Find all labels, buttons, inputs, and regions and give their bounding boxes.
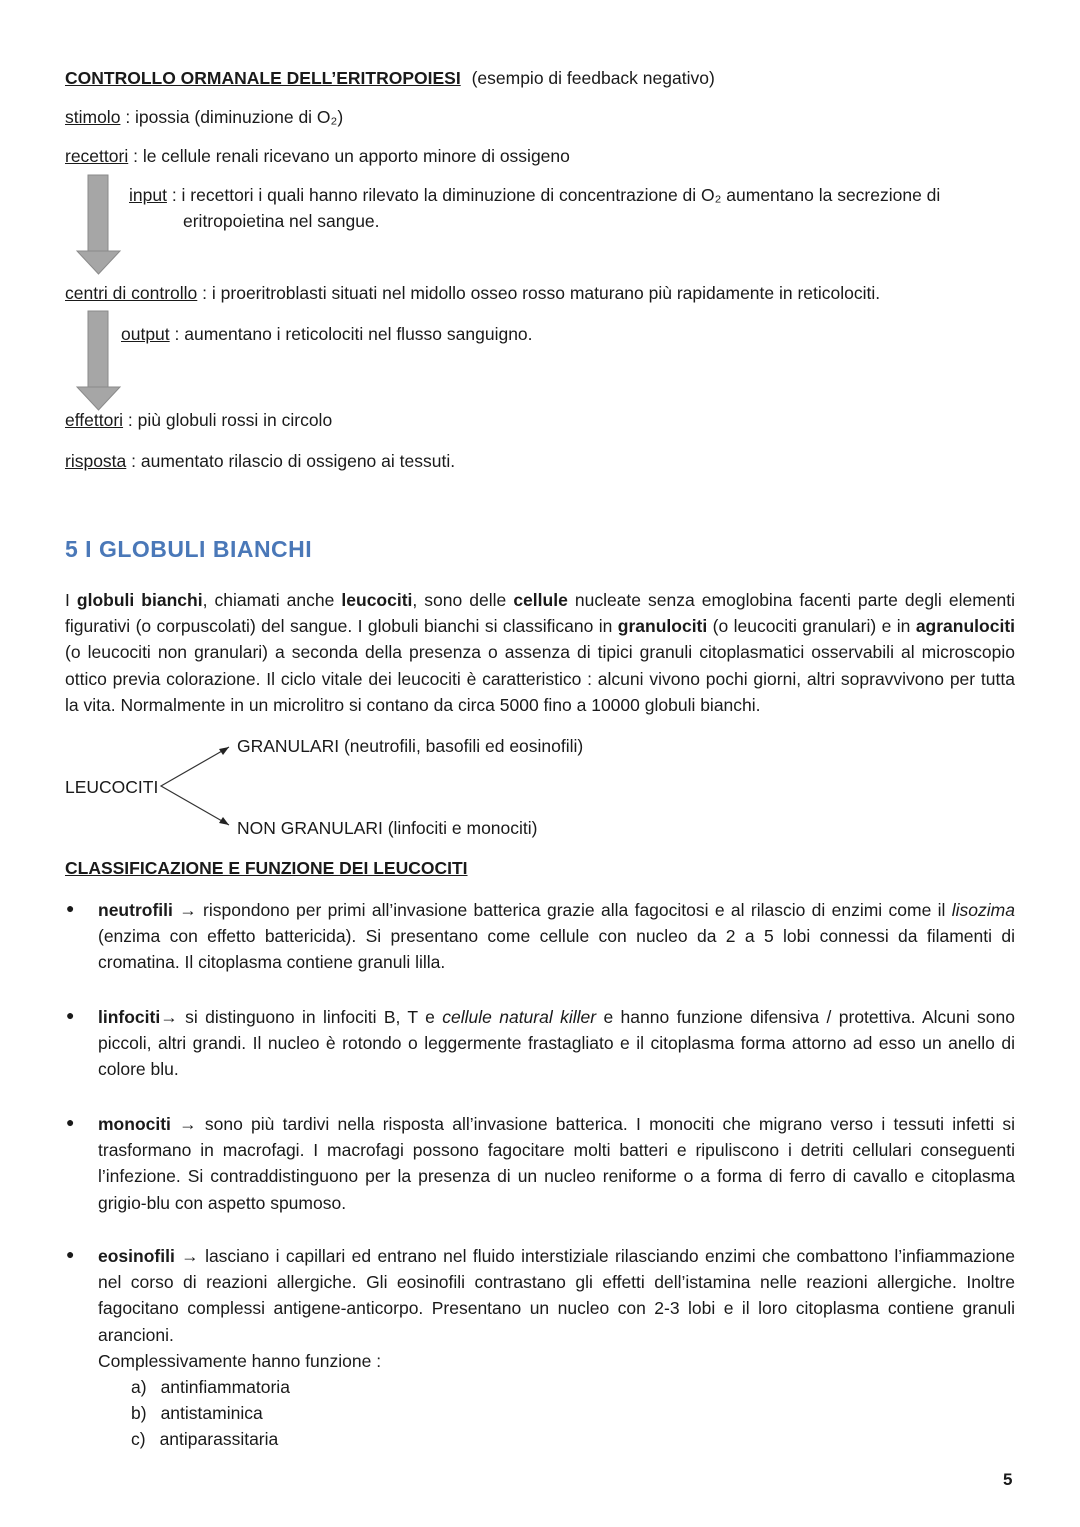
stimolo-label: stimolo — [65, 107, 121, 127]
effettori-line — [65, 409, 332, 431]
recettori-text: : le cellule renali ricevano un apporto minore di ossigeno — [133, 146, 570, 166]
input-line-2 — [183, 210, 380, 232]
arrowhead-icon — [219, 747, 229, 755]
classification-title-text: CLASSIFICAZIONE E FUNZIONE DEI LEUCOCITI — [65, 858, 468, 878]
list-item-monociti — [98, 1111, 1015, 1216]
classification-title — [65, 857, 468, 879]
erythro-title: CONTROLLO ORMANALE DELL’ERITROPOIESI — [65, 68, 461, 88]
item-term: eosinofili — [98, 1246, 175, 1266]
function-letter: c) — [131, 1429, 146, 1449]
bullet-icon: ● — [66, 1007, 75, 1023]
recettori-label: recettori — [65, 146, 129, 166]
item-arrow: → — [170, 1114, 205, 1134]
centri-line — [65, 282, 880, 304]
intro-bold: leucociti — [341, 590, 413, 610]
arrowhead-icon — [219, 817, 229, 825]
input-text-1: : i recettori i quali hanno rilevato la diminuzione di concentrazione di O₂ aumentano la secrezione di — [171, 185, 941, 205]
branch-connector — [155, 738, 235, 834]
function-item — [131, 1402, 263, 1424]
risposta-label: risposta — [65, 451, 127, 471]
function-text: antistaminica — [160, 1403, 263, 1423]
item-term: neutrofili — [98, 900, 173, 920]
item-arrow: → — [160, 1007, 186, 1027]
list-item-eosinofili — [98, 1243, 1015, 1348]
intro-bold: globuli bianchi — [76, 590, 203, 610]
item-arrow: → — [172, 900, 204, 920]
item-italic: cellule natural killer — [442, 1007, 597, 1027]
intro-text: (o leucociti granulari) e in — [707, 616, 916, 637]
risposta-text: : aumentato rilascio di ossigeno ai tessuti. — [131, 451, 456, 471]
function-letter: a) — [131, 1377, 147, 1397]
list-item-neutrofili — [98, 897, 1015, 976]
item-text: rispondono per primi all’invasione batterica grazie alla fagocitosi e al rilascio di enzimi come il — [203, 900, 952, 920]
item-text: lasciano i capillari ed entrano nel fluido interstiziale rilasciando enzimi che combattono l’infiammazione nel corso di reazioni allergiche. Gli eosinofili contrastano gli effetti dell’istamina nelle reazioni allergiche. Inoltre fagocitano complessi antigene-anticorpo. Presentano un nucleo con 2-3 lobi e il loro citoplasma contiene granuli arancioni. — [98, 1246, 1015, 1345]
intro-text: I — [65, 590, 77, 610]
function-text: antiparassitaria — [159, 1429, 279, 1449]
intro-text: , chiamati anche — [202, 590, 342, 610]
tree-root: LEUCOCITI — [65, 777, 159, 797]
item-arrow: → — [174, 1246, 206, 1266]
effettori-text: : più globuli rossi in circolo — [127, 410, 333, 430]
page-number: 5 — [1003, 1470, 1013, 1489]
item-italic: lisozima — [951, 900, 1015, 920]
stimolo-line — [65, 106, 343, 128]
function-item — [131, 1376, 290, 1398]
stimolo-text: : ipossia (diminuzione di O₂) — [125, 107, 344, 127]
effettori-label: effettori — [65, 410, 124, 430]
intro-text: nucleate senza emoglobina facenti parte degli elementi figurativi (o corpuscolati) del sangue. I globuli bianchi si classificano in — [65, 590, 1016, 637]
item-text: e hanno funzione difensiva / protettiva. Alcuni sono piccoli, altri grandi. Il nucleo è rotondo o leggermente frastagliato e il citoplasma forma attorno ad esso un anello di colore blu. — [98, 1007, 1015, 1080]
input-text-2: eritropoietina nel sangue. — [183, 211, 380, 231]
input-label: input — [129, 185, 167, 205]
item-term: monociti — [98, 1114, 171, 1134]
output-line — [121, 323, 533, 345]
intro-paragraph — [65, 587, 1015, 718]
down-arrow-icon — [76, 173, 122, 277]
intro-text: (o leucociti non granulari) a seconda della presenza o assenza di tipici granuli citoplasmatici osservabili al microscopio ottico previa colorazione. Il ciclo vitale dei leucociti è caratteristico : alcuni vivono pochi giorni, altri sopravvivono per tutta la vita. Normalmente in un microlitro si contano da circa 5000 fino a 10000 globuli bianchi. — [65, 642, 1015, 715]
intro-text: , sono delle — [412, 590, 514, 610]
erythro-subtitle: (esempio di feedback negativo) — [471, 68, 715, 88]
bullet-icon: ● — [66, 900, 75, 916]
risposta-line — [65, 450, 455, 472]
bullet-icon: ● — [66, 1246, 75, 1262]
tree-branch-non-granulari: NON GRANULARI (linfociti e monociti) — [237, 818, 538, 838]
down-arrow-icon — [76, 309, 122, 413]
function-text: antinfiammatoria — [160, 1377, 290, 1397]
function-item — [131, 1428, 278, 1450]
output-label: output — [121, 324, 170, 344]
functions-intro: Complessivamente hanno funzione : — [98, 1351, 382, 1371]
intro-bold: cellule — [513, 590, 568, 610]
intro-bold: agranulociti — [915, 616, 1016, 637]
output-text: : aumentano i reticolociti nel flusso sanguigno. — [174, 324, 533, 344]
section-title: 5 I GLOBULI BIANCHI — [65, 536, 313, 562]
bullet-icon: ● — [66, 1114, 75, 1130]
item-text: si distinguono in linfociti B, T e — [185, 1007, 443, 1027]
list-item-linfociti — [98, 1004, 1015, 1083]
erythro-heading — [65, 67, 715, 89]
centri-text: : i proeritroblasti situati nel midollo osseo rosso maturano più rapidamente in reticolociti. — [202, 283, 881, 303]
tree-branch-granulari: GRANULARI (neutrofili, basofili ed eosinofili) — [237, 736, 584, 756]
item-term: linfociti — [98, 1007, 161, 1027]
input-line — [129, 184, 940, 206]
centri-label: centri di controllo — [65, 283, 198, 303]
function-letter: b) — [131, 1403, 147, 1423]
recettori-line — [65, 145, 570, 167]
item-text: sono più tardivi nella risposta all’invasione batterica. I monociti che migrano verso i tessuti infetti si trasformano in macrofagi. I macrofagi possono fagocitare molti batteri e ripuliscono i detriti cellulari conseguenti l’infezione. Si contraddistinguono per la presenza di un nucleo reniforme o a forma di ferro di cavallo e citoplasma grigio-blu con aspetto spumoso. — [98, 1114, 1015, 1213]
item-text: (enzima con effetto battericida). Si presentano come cellule con nucleo da 2 a 5 lobi connessi da filamenti di cromatina. Il citoplasma contiene granuli lilla. — [98, 926, 1015, 973]
intro-bold: granulociti — [617, 616, 708, 637]
